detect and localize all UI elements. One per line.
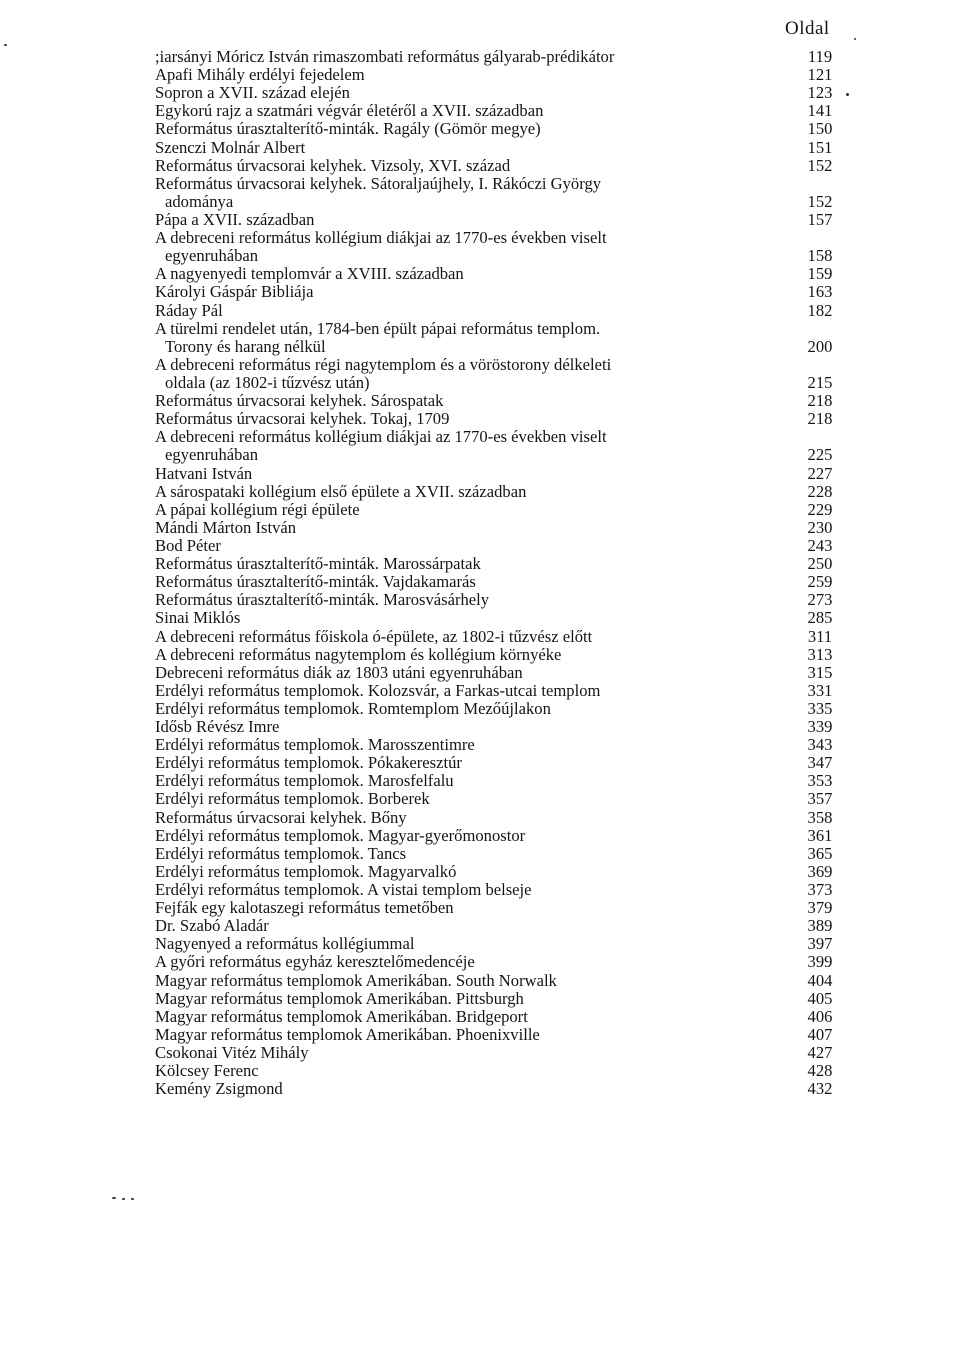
index-entry-line <box>155 609 845 627</box>
entry-title: A debreceni református kollégium diákjai az 1770-es években viselt <box>155 427 607 447</box>
index-entry <box>155 573 845 591</box>
index-entry-line <box>155 664 845 682</box>
index-entry-line <box>155 573 845 591</box>
entry-page-number: 379 <box>807 898 833 918</box>
index-entry-line <box>155 863 845 881</box>
entry-title: Nagyenyed a református kollégiummal <box>155 934 415 954</box>
entry-title: Hatvani István <box>155 463 253 483</box>
entry-title: Debreceni református diák az 1803 utáni egyenruhában <box>155 662 523 682</box>
index-entry-line <box>155 66 845 84</box>
scan-speck <box>131 1198 134 1200</box>
entry-title: Erdélyi református templomok. A vistai templom belseje <box>155 880 532 900</box>
index-entry-line <box>155 736 845 754</box>
index-entry-line <box>155 428 845 446</box>
entry-page-number: 427 <box>807 1043 833 1063</box>
entry-page-number: 339 <box>807 717 833 737</box>
index-entry-line <box>155 1062 845 1080</box>
entry-page-number: 432 <box>807 1079 833 1099</box>
entry-page-number: 218 <box>807 391 833 411</box>
index-entry-line <box>155 157 845 175</box>
index-entry-line <box>155 519 845 537</box>
entry-page-number: 159 <box>807 264 833 284</box>
index-entry <box>155 845 845 863</box>
index-entry-line <box>155 718 845 736</box>
index-entry <box>155 48 845 66</box>
entry-title-continuation: adománya <box>165 191 234 211</box>
index-entry <box>155 410 845 428</box>
entry-title: Szenczi Molnár Albert <box>155 137 306 157</box>
entry-title: Sopron a XVII. század elején <box>155 83 350 103</box>
entry-page-number: 428 <box>807 1061 833 1081</box>
index-entry <box>155 465 845 483</box>
index-entry-line <box>155 917 845 935</box>
entry-title: A nagyenyedi templomvár a XVIII. században <box>155 264 464 284</box>
entry-title: Dr. Szabó Aladár <box>155 916 269 936</box>
index-entry <box>155 899 845 917</box>
index-entry <box>155 537 845 555</box>
entry-title: A pápai kollégium régi épülete <box>155 499 360 519</box>
entry-page-number: 121 <box>807 65 833 85</box>
index-entry-line <box>155 302 845 320</box>
index-entry-line <box>155 283 845 301</box>
entry-page-number: 259 <box>807 572 833 592</box>
index-entry-line <box>155 465 845 483</box>
entry-title: Erdélyi református templomok. Romtemplom Mezőújlakon <box>155 698 551 718</box>
entry-title: Református úrvacsorai kelyhek. Vizsoly, XVI. század <box>155 155 511 175</box>
index-entry-line <box>155 139 845 157</box>
entry-title: Református úrvacsorai kelyhek. Sátoraljaújhely, I. Rákóczi György <box>155 173 602 193</box>
index-entry-line <box>155 972 845 990</box>
index-entry <box>155 863 845 881</box>
entry-page-number: 365 <box>807 843 833 863</box>
index-entry-line <box>155 446 845 464</box>
entry-page-number: 229 <box>807 499 833 519</box>
index-entry <box>155 754 845 772</box>
index-entry <box>155 591 845 609</box>
entry-page-number: 407 <box>807 1024 833 1044</box>
index-entry-line <box>155 881 845 899</box>
entry-page-number: 119 <box>807 47 833 66</box>
entry-page-number: 182 <box>807 300 833 320</box>
entry-title: Református úrvacsorai kelyhek. Tokaj, 1709 <box>155 409 450 429</box>
index-entry-line <box>155 356 845 374</box>
entry-page-number: 315 <box>807 662 833 682</box>
index-entry <box>155 211 845 229</box>
entry-title: Magyar református templomok Amerikában. Phoenixville <box>155 1024 540 1044</box>
entry-page-number: 331 <box>807 680 833 700</box>
entry-page-number: 369 <box>807 861 833 881</box>
scan-speck <box>122 1198 125 1200</box>
entry-page-number: 406 <box>807 1006 833 1026</box>
index-entry-line <box>155 374 845 392</box>
index-entry <box>155 139 845 157</box>
index-entry <box>155 935 845 953</box>
entry-page-number: 150 <box>807 119 833 139</box>
entry-title: Erdélyi református templomok. Marosszentimre <box>155 735 475 755</box>
index-entry <box>155 302 845 320</box>
entry-page-number: 373 <box>807 880 833 900</box>
index-entry <box>155 102 845 120</box>
entry-title: Református úrasztalterítő-minták. Ragály (Gömör megye) <box>155 119 541 139</box>
index-entry-line <box>155 899 845 917</box>
index-entry <box>155 501 845 519</box>
index-entry <box>155 483 845 501</box>
index-entry <box>155 229 845 265</box>
entry-page-number: 230 <box>807 517 833 537</box>
entry-title: Erdélyi református templomok. Marosfelfalu <box>155 771 454 791</box>
entry-title: Magyar református templomok Amerikában. Bridgeport <box>155 1006 528 1026</box>
entry-page-number: 228 <box>807 481 833 501</box>
index-entry <box>155 953 845 971</box>
index-entry-line <box>155 175 845 193</box>
index-entry-line <box>155 410 845 428</box>
index-entry <box>155 555 845 573</box>
index-entry <box>155 120 845 138</box>
entry-title: Református úrasztalterítő-minták. Marossárpatak <box>155 554 481 574</box>
index-entry <box>155 809 845 827</box>
index-entry-line <box>155 700 845 718</box>
index-entry <box>155 609 845 627</box>
entry-page-number: 353 <box>807 771 833 791</box>
index-entry <box>155 265 845 283</box>
entry-title: A debreceni református kollégium diákjai az 1770-es években viselt <box>155 228 607 248</box>
entry-page-number: 152 <box>807 155 833 175</box>
entry-title: Magyar református templomok Amerikában. Pittsburgh <box>155 988 524 1008</box>
index-entry-line <box>155 1044 845 1062</box>
illustration-index-list <box>155 48 845 1098</box>
index-entry-line <box>155 247 845 265</box>
entry-page-number: 311 <box>807 626 833 646</box>
entry-page-number: 152 <box>807 191 833 211</box>
entry-page-number: 157 <box>807 209 833 229</box>
index-entry-line <box>155 646 845 664</box>
entry-title: A debreceni református régi nagytemplom és a vöröstorony délkeleti <box>155 354 612 374</box>
entry-page-number: 405 <box>807 988 833 1008</box>
entry-title: Bod Péter <box>155 535 221 555</box>
index-entry <box>155 628 845 646</box>
entry-title-continuation: egyenruhában <box>165 445 259 465</box>
index-entry <box>155 356 845 392</box>
index-entry-line <box>155 935 845 953</box>
index-entry-line <box>155 682 845 700</box>
entry-title: Fejfák egy kalotaszegi református temetőben <box>155 898 454 918</box>
entry-page-number: 273 <box>807 590 833 610</box>
index-entry <box>155 827 845 845</box>
entry-title: Pápa a XVII. században <box>155 209 315 229</box>
entry-title: Kölcsey Ferenc <box>155 1061 259 1081</box>
entry-title: Csokonai Vitéz Mihály <box>155 1043 309 1063</box>
entry-title: Idősb Révész Imre <box>155 717 280 737</box>
entry-title: Egykorú rajz a szatmári végvár életéről a XVII. században <box>155 101 544 121</box>
entry-title: Református úrasztalterítő-minták. Vajdakamarás <box>155 572 476 592</box>
entry-title: A debreceni református nagytemplom és kollégium környéke <box>155 644 562 664</box>
index-entry-line <box>155 338 845 356</box>
entry-title-continuation: egyenruhában <box>165 246 259 266</box>
index-entry <box>155 990 845 1008</box>
entry-title: A győri református egyház keresztelőmedencéje <box>155 952 475 972</box>
scan-speck <box>846 93 849 96</box>
entry-title: Ráday Pál <box>155 300 223 320</box>
index-entry <box>155 700 845 718</box>
entry-page-number: 343 <box>807 735 833 755</box>
entry-title: Erdélyi református templomok. Magyarvalkó <box>155 861 457 881</box>
entry-title: Károlyi Gáspár Bibliája <box>155 282 314 302</box>
index-entry <box>155 157 845 175</box>
entry-page-number: 285 <box>807 608 833 628</box>
entry-title: Református úrasztalterítő-minták. Marosvásárhely <box>155 590 490 610</box>
entry-title: Mándi Márton István <box>155 517 297 537</box>
index-entry-line <box>155 591 845 609</box>
entry-page-number: 218 <box>807 409 833 429</box>
index-entry <box>155 664 845 682</box>
entry-page-number: 141 <box>807 101 833 121</box>
index-entry-line <box>155 84 845 102</box>
entry-title: A sárospataki kollégium első épülete a XVII. században <box>155 481 527 501</box>
entry-page-number: 225 <box>807 445 833 465</box>
entry-page-number: 227 <box>807 463 833 483</box>
index-entry <box>155 428 845 464</box>
index-entry <box>155 772 845 790</box>
index-entry <box>155 1008 845 1026</box>
index-entry <box>155 1080 845 1098</box>
index-entry-line <box>155 320 845 338</box>
index-entry-line <box>155 790 845 808</box>
entry-page-number: 347 <box>807 753 833 773</box>
index-entry <box>155 320 845 356</box>
entry-page-number: 151 <box>807 137 833 157</box>
index-entry-line <box>155 953 845 971</box>
index-entry-line <box>155 501 845 519</box>
entry-page-number: 313 <box>807 644 833 664</box>
index-entry-line <box>155 1008 845 1026</box>
entry-page-number: 163 <box>807 282 833 302</box>
index-entry <box>155 736 845 754</box>
entry-title: A türelmi rendelet után, 1784-ben épült pápai református templom. <box>155 318 601 338</box>
index-entry-line <box>155 392 845 410</box>
index-entry-line <box>155 845 845 863</box>
index-entry <box>155 1062 845 1080</box>
entry-page-number: 399 <box>807 952 833 972</box>
index-entry <box>155 1026 845 1044</box>
index-entry <box>155 718 845 736</box>
index-entry-line <box>155 102 845 120</box>
entry-title: Erdélyi református templomok. Tancs <box>155 843 407 863</box>
index-entry-line <box>155 120 845 138</box>
entry-page-number: 358 <box>807 807 833 827</box>
entry-page-number: 200 <box>807 336 833 356</box>
index-entry-line <box>155 265 845 283</box>
scan-speck <box>854 38 856 40</box>
entry-title: Erdélyi református templomok. Pókakeresztúr <box>155 753 462 773</box>
page-column-header: Oldal <box>785 18 830 39</box>
entry-page-number: 243 <box>807 535 833 555</box>
index-entry-line <box>155 1080 845 1098</box>
entry-page-number: 404 <box>807 970 833 990</box>
index-entry-line <box>155 229 845 247</box>
entry-title: Magyar református templomok Amerikában. South Norwalk <box>155 970 557 990</box>
entry-title: Erdélyi református templomok. Kolozsvár, a Farkas-utcai templom <box>155 680 601 700</box>
index-entry-line <box>155 809 845 827</box>
index-entry-line <box>155 990 845 1008</box>
index-entry <box>155 917 845 935</box>
entry-page-number: 215 <box>807 372 833 392</box>
index-entry <box>155 972 845 990</box>
entry-page-number: 123 <box>807 83 833 103</box>
entry-page-number: 158 <box>807 246 833 266</box>
scan-speck <box>4 44 7 46</box>
entry-title: A debreceni református főiskola ó-épülete, az 1802-i tűzvész előtt <box>155 626 593 646</box>
index-entry-line <box>155 827 845 845</box>
index-entry <box>155 392 845 410</box>
entry-page-number: 335 <box>807 698 833 718</box>
index-entry-line <box>155 555 845 573</box>
index-entry <box>155 66 845 84</box>
entry-title: Kemény Zsigmond <box>155 1079 283 1099</box>
entry-title-continuation: Torony és harang nélkül <box>165 336 326 356</box>
entry-title: Református úrvacsorai kelyhek. Bőny <box>155 807 407 827</box>
index-entry-line <box>155 483 845 501</box>
index-entry-line <box>155 211 845 229</box>
index-entry <box>155 175 845 211</box>
index-entry-line <box>155 628 845 646</box>
entry-page-number: 357 <box>807 789 833 809</box>
index-entry-line <box>155 193 845 211</box>
entry-title: ;iarsányi Móricz István rimaszombati református gályarab-prédikátor <box>155 47 615 66</box>
entry-page-number: 397 <box>807 934 833 954</box>
entry-title-continuation: oldala (az 1802-i tűzvész után) <box>165 372 370 392</box>
entry-page-number: 361 <box>807 825 833 845</box>
index-entry-line <box>155 1026 845 1044</box>
entry-title: Apafi Mihály erdélyi fejedelem <box>155 65 365 85</box>
entry-title: Református úrvacsorai kelyhek. Sárospatak <box>155 391 444 411</box>
index-entry <box>155 646 845 664</box>
entry-title: Erdélyi református templomok. Magyar-gyerőmonostor <box>155 825 526 845</box>
index-entry <box>155 790 845 808</box>
index-entry <box>155 519 845 537</box>
index-entry <box>155 881 845 899</box>
index-entry <box>155 283 845 301</box>
entry-page-number: 389 <box>807 916 833 936</box>
index-entry <box>155 682 845 700</box>
index-entry-line <box>155 754 845 772</box>
index-entry-line <box>155 537 845 555</box>
index-entry <box>155 1044 845 1062</box>
entry-title: Sinai Miklós <box>155 608 241 628</box>
index-entry <box>155 84 845 102</box>
scan-speck <box>112 1197 116 1199</box>
index-entry-line <box>155 772 845 790</box>
entry-title: Erdélyi református templomok. Borberek <box>155 789 430 809</box>
entry-page-number: 250 <box>807 554 833 574</box>
index-entry-line <box>155 48 845 66</box>
